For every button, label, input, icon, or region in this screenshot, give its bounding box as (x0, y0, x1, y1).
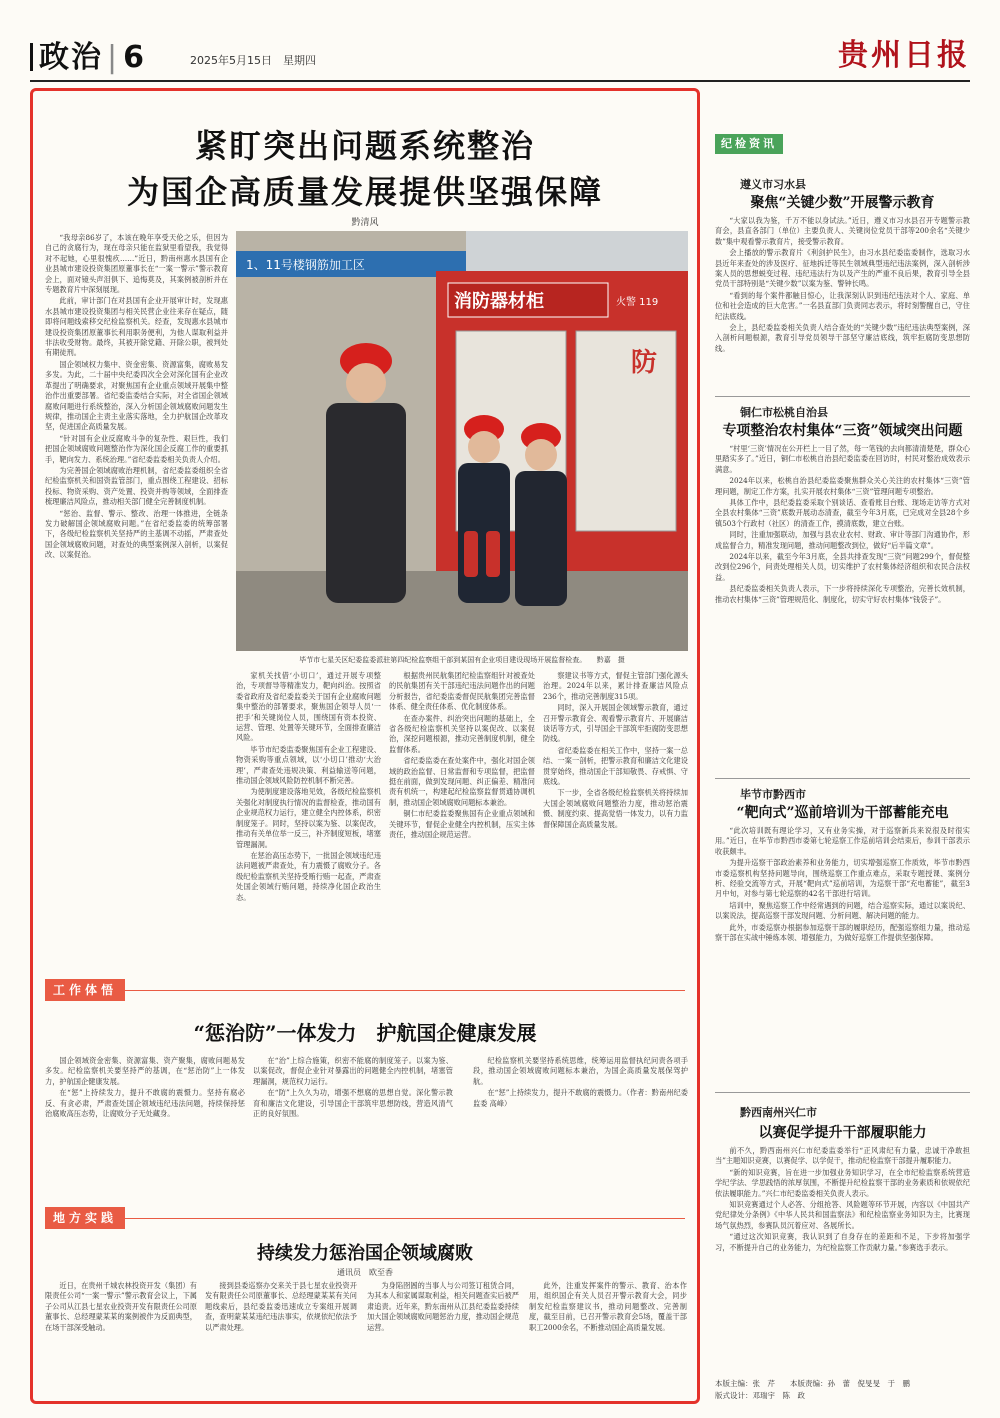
paragraph: 2024年以来，松桃自治县纪委监委聚焦群众关心关注的农村集体“三资”管理问题，制定工作方案，扎实开展农村集体“三资”管理问题专项整治。 (715, 476, 970, 496)
jacket (515, 471, 567, 606)
paragraph: 会上播放的警示教育片《利剑护民生》，由习水县纪委监委制作，选取习水县近年来查处的涉及医疗、征地拆迁等民生领域典型违纪违法案例，深入剖析涉案人员的思想蜕变过程、违纪违法行为以及产生的严重不良后果，教育引导全县党员干部特别是“关键少数”以案为鉴、警钟长鸣。 (715, 248, 970, 289)
paragraph: 此外，市委巡察办根据参加巡察干部的履职经历，配强巡察组力量，推动巡察干部在实战中锤炼本领、增强能力，为做好巡察工作提供坚强保障。 (715, 922, 970, 943)
masthead (30, 20, 970, 82)
news-photo (236, 231, 688, 651)
photo-banner-text: 1、11号楼钢筋加工区 (246, 258, 365, 272)
news-location: 黔西南州兴仁市 (740, 1106, 817, 1119)
paragraph: 国企领域资金密集、资源富集、资产聚集，腐败问题易发多发。纪检监察机关要坚持严的基调，在“惩治防”上一体发力，护航国企健康发展。 (45, 1056, 245, 1086)
paragraph: “通过这次知识竞赛，我认识到了自身存在的差距和不足，下步将加强学习，不断提升自己的业务能力，为纪检监察工作贡献力量。”参赛选手表示。 (715, 1232, 970, 1252)
paragraph: 同时，深入开展国企领域警示教育，通过召开警示教育会、观看警示教育片、开展廉洁谈话等方式，引导国企干部筑牢拒腐防变思想防线。 (543, 703, 688, 744)
news-headline: “靶向式”巡前培训为干部蓄能充电 (736, 805, 949, 821)
work-col2 (253, 1056, 453, 1206)
local-col4 (529, 1281, 687, 1399)
photo-caption: 毕节市七星关区纪委监委派驻第四纪检监察组干部到某国有企业项目建设现场开展监督检查。 黔嘉 摄 (299, 656, 625, 664)
work-author: 在“惩”上持续发力，提升不敢腐的震慑力。（作者：黔南州纪委监委 高峰） (473, 1088, 688, 1108)
section-tag-work: 工作体悟 (45, 979, 125, 1001)
page-section-title (30, 32, 146, 76)
paragraph: 在“防”上久久为功，增强不想腐的思想自觉。深化警示教育和廉洁文化建设，引导国企干部筑牢思想防线，营造风清气正的良好氛围。 (253, 1088, 453, 1119)
paragraph: 察建议书等方式，督促主管部门强化源头治理。2024年以来，累计排查廉洁风险点236个，推动完善制度315项。 (543, 671, 688, 701)
work-col3 (473, 1056, 688, 1206)
face (346, 363, 386, 403)
paragraph: “我母亲86岁了，本该在晚年享受天伦之乐，但因为自己的贪腐行为，现在母亲只能在监狱里看望我，我觉得对不起她，心里很愧疚……”近日，黔南州惠水县国有企业县城市建设投资集团原董事长在“一案一警示”警示教育会上，面对镜头声泪俱下、追悔莫及，其案例被剖析并在专题教育片中深刻展现。 (45, 233, 228, 295)
paragraph: 县纪委监委相关负责人表示，下一步将持续深化专项整治，完善长效机制，推动农村集体“三资”管理规范化、制度化，切实守好农村集体“钱袋子”。 (715, 584, 970, 604)
paragraph: 省纪委监委在查处案件中，强化对国企领域的政治监督、日常监督和专项监督，把监督挺在前面，做到发现问题、纠正偏差、精准问责有机统一，构建起纪检监察监督贯通协调机制，推动国企领域腐败问题标本兼治。 (389, 756, 535, 807)
editor-credits (715, 1378, 970, 1402)
fire-extinguisher (464, 531, 478, 577)
news-body (715, 1146, 970, 1368)
paragraph: 此前，审计部门在对县国有企业开展审计时，发现惠水县城市建设投资集团与相关民营企业往来存在疑点，随即将问题线索移交纪检监察机关。经查，发现惠水县城市建设投资集团原董事长利用职务便利，为他人谋取利益并非法收受财物。最终，其被开除党籍、开除公职，被判处有期徒刑。 (45, 296, 228, 358)
paragraph: 铜仁市纪委监委聚焦国有企业重点领域和关键环节，督促企业健全内控机制，压实主体责任，推动国企规范运营。 (389, 809, 535, 840)
main-headline-line2: 为国企高质量发展提供坚强保障 (126, 173, 603, 211)
cabinet-label: 消防器材柜 (454, 291, 544, 312)
cabinet-phone: 火警 119 (616, 297, 659, 308)
local-col2 (205, 1281, 357, 1399)
local-headline: 持续发力惩治国企领域腐败 (257, 1243, 473, 1264)
paragraph: 省纪委监委在相关工作中，坚持一案一总结、一案一剖析，把警示教育和廉洁文化建设贯穿始终，推动国企干部知敬畏、存戒惧、守底线。 (543, 745, 688, 787)
paragraph: 为身陷囹圄的当事人与公司签订租赁合同，为其本人和家属谋取利益，相关问题查实后被严肃追责。近年来，黔东南州从江县纪委监委持续加大国企领域腐败问题惩治力度，推动国企规范运营。 (367, 1281, 519, 1332)
paragraph: 会上，县纪委监委相关负责人结合查处的“关键少数”违纪违法典型案例，深入剖析问题根源，教育引导党员领导干部坚守廉洁底线，筑牢拒腐防变思想防线。 (715, 323, 970, 353)
news-location: 铜仁市松桃自治县 (740, 406, 828, 419)
paragraph: 前不久，黔西南州兴仁市纪委监委举行“正风肃纪有力量，忠诚干净敢担当”主题知识竞赛，以赛促学、以学促干，推动纪检监察干部提升履职能力。 (715, 1146, 970, 1166)
paragraph: 在“治”上综合施策，织密不能腐的制度笼子。以案为鉴、以案促改，督促企业针对暴露出的问题健全内控机制，堵塞管理漏洞，规范权力运行。 (253, 1056, 453, 1086)
paragraph: 知识竞赛通过个人必答、分组抢答、风险题等环节开展，内容以《中国共产党纪律处分条例》《中华人民共和国监察法》和纪检监察业务知识为主，比赛现场气氛热烈，参赛队员沉着应对、各展所长。 (715, 1200, 970, 1230)
section-bar (30, 43, 33, 71)
section-tag-local: 地方实践 (45, 1207, 125, 1229)
news-headline: 专项整治农村集体“三资”领域突出问题 (722, 423, 963, 439)
paragraph: 根据贵州民航集团纪检监察组针对被查处的民航集团有关干部违纪违法问题作出的问题分析报告，省纪委监委督促民航集团完善监督体系、健全责任体系、优化制度体系。 (389, 671, 535, 712)
cabinet-side-text: 防 (631, 348, 658, 378)
paragraph: 在查办案件、纠治突出问题的基础上，全省各级纪检监察机关坚持以案促改、以案促治，深挖问题根源，推动完善制度机制，健全监督体系。 (389, 713, 535, 754)
face (525, 439, 557, 471)
paragraph: 下一步，全省各级纪检监察机关将持续加大国企领域腐败问题整治力度，推动惩治震慑、制度约束、提高觉悟一体发力，以有力监督保障国企高质量发展。 (543, 788, 688, 829)
main-article-col2 (236, 671, 381, 963)
paragraph: “新的知识竞赛，旨在进一步加强业务知识学习，在全市纪检监察系统营造学纪学法、学思践悟的浓厚氛围，不断提升纪检监察干部的业务素质和依规依纪依法履职能力。”兴仁市纪委监委相关负责人表示。 (715, 1167, 970, 1198)
news-body (715, 826, 970, 1084)
paragraph: 接到县委巡察办交来关于县七星农业投资开发有限责任公司原董事长、总经理蒙某某有关问题线索后，县纪委监委迅速成立专案组开展调查，查明蒙某某违纪违法事实，依规依纪依法予以严肃处理。 (205, 1281, 357, 1332)
local-author: 通讯员 欧至香 (337, 1268, 393, 1277)
paragraph: 为完善国企领域腐败治理机制，省纪委监委组织全省纪检监察机关和国资监管部门，重点围绕工程建设、招标投标、物资采购、资产处置、投资并购等领域，全面排查梳理廉洁风险点，推动相关部门健全完善制度机制。 (45, 465, 228, 507)
news-location: 毕节市黔西市 (740, 788, 806, 801)
paragraph: “惩治、监督、警示、整改、治理一体推进，全链条发力破解国企领域腐败问题。”在省纪委监委的统筹部署下，各级纪检监察机关坚持严的主基调不动摇，严肃查处国企领域腐败问题，对查处的典型案例深入剖析，以案促改、以案促治。 (45, 508, 228, 560)
paragraph: 在惩治高压态势下，一批国企领域违纪违法问题被严肃查处，有力震慑了腐败分子。各级纪检监察机关坚持受贿行贿一起查，严肃查处国企领域行贿问题，持续净化国企政治生态。 (236, 850, 381, 902)
main-article-col1 (45, 233, 228, 941)
main-byline: 黔清风 (351, 218, 379, 228)
fire-extinguisher (486, 531, 500, 577)
local-col3 (367, 1281, 519, 1399)
section-separator: | (107, 40, 120, 75)
paragraph: 国企领域权力集中、资金密集、资源富集，腐败易发多发。为此，二十届中央纪委四次全会对深化国有企业改革提出了明确要求，对聚焦国有企业重点领域开展集中整治作出重要部署。省纪委监委结合实际，对全省国企领域腐败问题进行系统整治，深入分析国企领域腐败问题发生规律，推动国企主责主业落实落地，全力护航国企改革攻坚，促进国企高质量发展。 (45, 359, 228, 432)
section-rule (45, 990, 685, 991)
newspaper-logo: 贵州日报 (838, 38, 970, 73)
paragraph: 毕节市纪委监委聚焦国有企业工程建设、物资采购等重点领域，以‘小切口’推动‘大治理’，严肃查处违规决策、利益输送等问题，推动国企领域风险防控机制不断完善。 (236, 744, 381, 786)
news-separator (715, 1092, 970, 1093)
main-headline-line1: 紧盯突出问题系统整治 (194, 127, 535, 165)
paragraph: “看到的每个案件都触目惊心，让我深刻认识到违纪违法对个人、家庭、单位和社会造成的巨大危害。”一名县直部门负责同志表示，将时刻警醒自己，守住纪法底线。 (715, 290, 970, 321)
news-body (715, 444, 970, 768)
paragraph: 在“惩”上持续发力，提升不敢腐的震慑力。坚持有腐必反、有贪必肃，严肃查处国企领域违纪违法问题，持续保持惩治腐败高压态势，让腐败分子无处藏身。 (45, 1088, 245, 1119)
main-article-box (30, 88, 700, 1404)
news-body (715, 216, 970, 388)
work-headline: “惩治防”一体发力 护航国企健康发展 (193, 1021, 537, 1045)
paragraph: 培训中，聚焦巡察工作中经常遇到的问题，结合巡察实际，通过以案说纪、以案说法，提高巡察干部发现问题、分析问题、解决问题的能力。 (715, 900, 970, 921)
news-separator (715, 778, 970, 779)
news-separator (715, 396, 970, 397)
paragraph: 近日，在贵州千城农林投资开发（集团）有限责任公司“一案一警示”警示教育会议上，下属子公司从江县七星农业投资开发有限责任公司原董事长、总经理蒙某某的案例被作为反面典型，在场干部深受触动。 (45, 1281, 197, 1332)
photo-illustration (236, 231, 688, 651)
credits-line: 本版主编：张 芹 本版责编：孙 蕾 倪旻旻 于 鹏 (715, 1379, 910, 1388)
section-rule (45, 1218, 685, 1219)
paragraph: “村里‘三资’情况在公开栏上一目了然，每一笔钱的去向都清清楚楚，群众心里踏实多了。”近日，铜仁市松桃自治县纪委监委在回访时，村民对整治成效表示满意。 (715, 444, 970, 474)
paragraph: 为提升巡察干部政治素养和业务能力，切实增强巡察工作质效，毕节市黔西市委巡察机构坚持问题导向，围绕巡察工作重点难点，采取专题授课、案例分析、经验交流等方式，开展“靶向式”巡前培训，为巡察干部“充电蓄能”，截至3月中旬，对参与第七轮巡察的42名干部进行培训。 (715, 858, 970, 899)
paragraph: “此次培训既有理论学习，又有业务实操，对于巡察新兵来说很及时很实用。”近日，在毕节市黔西市委第七轮巡察工作巡前培训会结束后，参训干部表示收获颇丰。 (715, 826, 970, 856)
paragraph: 同时，注重加强联动，加强与县农业农村、财政、审计等部门沟通协作，形成监督合力，精准发现问题，推动问题整改到位，做好“后半篇文章”。 (715, 530, 970, 550)
page-number: 6 (123, 40, 146, 75)
credits-line: 版式设计：邓瑞宇 陈 政 (715, 1391, 805, 1400)
right-section-tag (715, 132, 783, 154)
paragraph: 家机关找借‘小切口’，通过开展专项整治，专项督导等精准发力，靶向纠治。按照省委省政府及省纪委监委关于国有企业腐败问题集中整治的部署要求，聚焦国企领导人员‘一把手’和关键岗位人员，围绕国有资本投资、运营、管理、处置等关键环节，全面排查廉洁风险。 (236, 671, 381, 743)
work-col1 (45, 1056, 245, 1206)
news-location: 遵义市习水县 (740, 178, 806, 191)
cabinet-window-2 (576, 331, 676, 531)
paragraph: “大家以我为鉴，千万不能以身试法。”近日，遵义市习水县召开专题警示教育会，县直各部门（单位）主要负责人、关键岗位党员干部等200余名“关键少数”集中观看警示教育片，接受警示教育。 (715, 216, 970, 246)
face (468, 431, 500, 463)
right-section-label: 纪检资讯 (715, 134, 783, 154)
news-headline: 以赛促学提升干部履职能力 (758, 1125, 927, 1141)
paragraph: 纪检监察机关要坚持系统思维，统筹运用监督执纪问责各项手段，推动国企领域腐败问题标本兼治，为国企高质量发展保驾护航。 (473, 1056, 688, 1086)
paragraph: 2024年以来，截至今年3月底，全县共排查发现“三资”问题299个，督促整改到位296个，问责处理相关人员，切实维护了农村集体经济组织和农民合法权益。 (715, 552, 970, 582)
jacket (326, 403, 406, 603)
publication-date: 2025年5月15日 星期四 (190, 54, 316, 67)
paragraph: 此外，注重发挥案件的警示、教育、治本作用，组织国企有关人员召开警示教育大会，同步制发纪检监察建议书，推动问题整改、完善制度，截至目前，已召开警示教育会5场，覆盖干部职工2000余名，不断推动国企高质量发展。 (529, 1281, 687, 1332)
paragraph: 具体工作中，县纪委监委采取个别谈话、查看账目台账、现场走访等方式对全县农村集体“三资”底数开展动态清查，截至今年3月底，已完成对全县28个乡镇503个行政村（社区）的清查工作，摸清底数，建立台账。 (715, 498, 970, 528)
news-headline: 聚焦“关键少数”开展警示教育 (750, 195, 935, 211)
local-col1 (45, 1281, 197, 1399)
main-article-col4 (543, 671, 688, 963)
paragraph: “针对国有企业反腐败斗争的复杂性、艰巨性，我们把国企领域腐败问题整治作为深化国企反腐工作的重要抓手，靶向发力、系统治理。”省纪委监委相关负责人介绍。 (45, 433, 228, 464)
main-article-col3 (389, 671, 535, 963)
paragraph: 为使制度建设落地见效，各级纪检监察机关强化对制度执行情况的监督检查，推动国有企业规范权力运行，建立健全内控体系，织密制度笼子。同时，坚持以案为鉴、以案促改，推动有关单位举一反三，补齐制度短板，堵塞管理漏洞。 (236, 787, 381, 849)
section-name: 政治 (39, 40, 103, 75)
